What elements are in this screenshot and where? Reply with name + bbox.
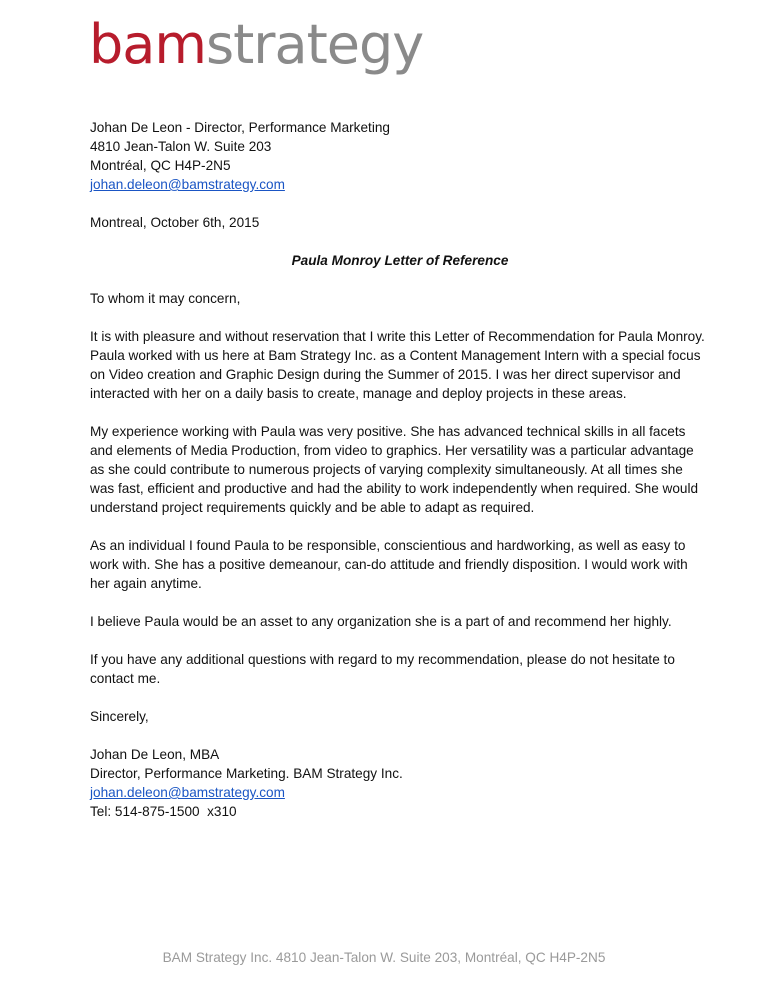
page-footer: BAM Strategy Inc. 4810 Jean-Talon W. Suite 203, Montréal, QC H4P-2N5 bbox=[162, 950, 606, 965]
paragraph-4: I believe Paula would be an asset to any organization she is a part of and recommend her highly. bbox=[90, 614, 672, 629]
logo-bam: bam bbox=[89, 13, 206, 76]
paragraph-3: As an individual I found Paula to be responsible, conscientious and hardworking, as well as easy to work with. She has a positive demeanour, can-do attitude and friendly disposition. I would work with her again anytime. bbox=[90, 538, 688, 591]
signature-block bbox=[90, 745, 710, 821]
sender-block bbox=[90, 118, 710, 194]
paragraph-5: If you have any additional questions with regard to my recommendation, please do not hesitate to contact me. bbox=[90, 652, 675, 686]
signature-email-link[interactable]: johan.deleon@bamstrategy.com bbox=[90, 785, 285, 800]
signature-name: Johan De Leon, MBA bbox=[90, 747, 220, 762]
letter-title: Paula Monroy Letter of Reference bbox=[291, 253, 509, 268]
sender-address-line1: 4810 Jean-Talon W. Suite 203 bbox=[90, 139, 272, 154]
logo-strategy: strategy bbox=[205, 13, 424, 76]
closing: Sincerely, bbox=[90, 709, 149, 724]
sender-address-line2: Montréal, QC H4P-2N5 bbox=[90, 158, 231, 173]
paragraph-1: It is with pleasure and without reservation that I write this Letter of Recommendation for Paula Monroy. Paula worked with us here at Bam Strategy Inc. as a Content Management Intern with a special focus on Video creation and Graphic Design during the Summer of 2015. I was her direct supervisor and interacted with her on a daily basis to create, manage and deploy projects in these areas. bbox=[90, 329, 705, 401]
letter-body bbox=[90, 118, 710, 821]
sender-email-link[interactable]: johan.deleon@bamstrategy.com bbox=[90, 177, 285, 192]
letter-date: Montreal, October 6th, 2015 bbox=[90, 215, 260, 230]
signature-tel: Tel: 514-875-1500 x310 bbox=[90, 804, 237, 819]
paragraph-2: My experience working with Paula was very positive. She has advanced technical skills in all facets and elements of Media Production, from video to graphics. Her versatility was a particular advantage as she could contribute to numerous projects of varying complexity simultaneously. At all times she was fast, efficient and productive and had the ability to work independently when required. She would understand project requirements quickly and be able to adapt as required. bbox=[90, 424, 699, 515]
signature-title: Director, Performance Marketing. BAM Strategy Inc. bbox=[90, 766, 403, 781]
company-logo bbox=[89, 13, 424, 76]
sender-name: Johan De Leon - Director, Performance Marketing bbox=[90, 120, 390, 135]
salutation: To whom it may concern, bbox=[90, 291, 241, 306]
